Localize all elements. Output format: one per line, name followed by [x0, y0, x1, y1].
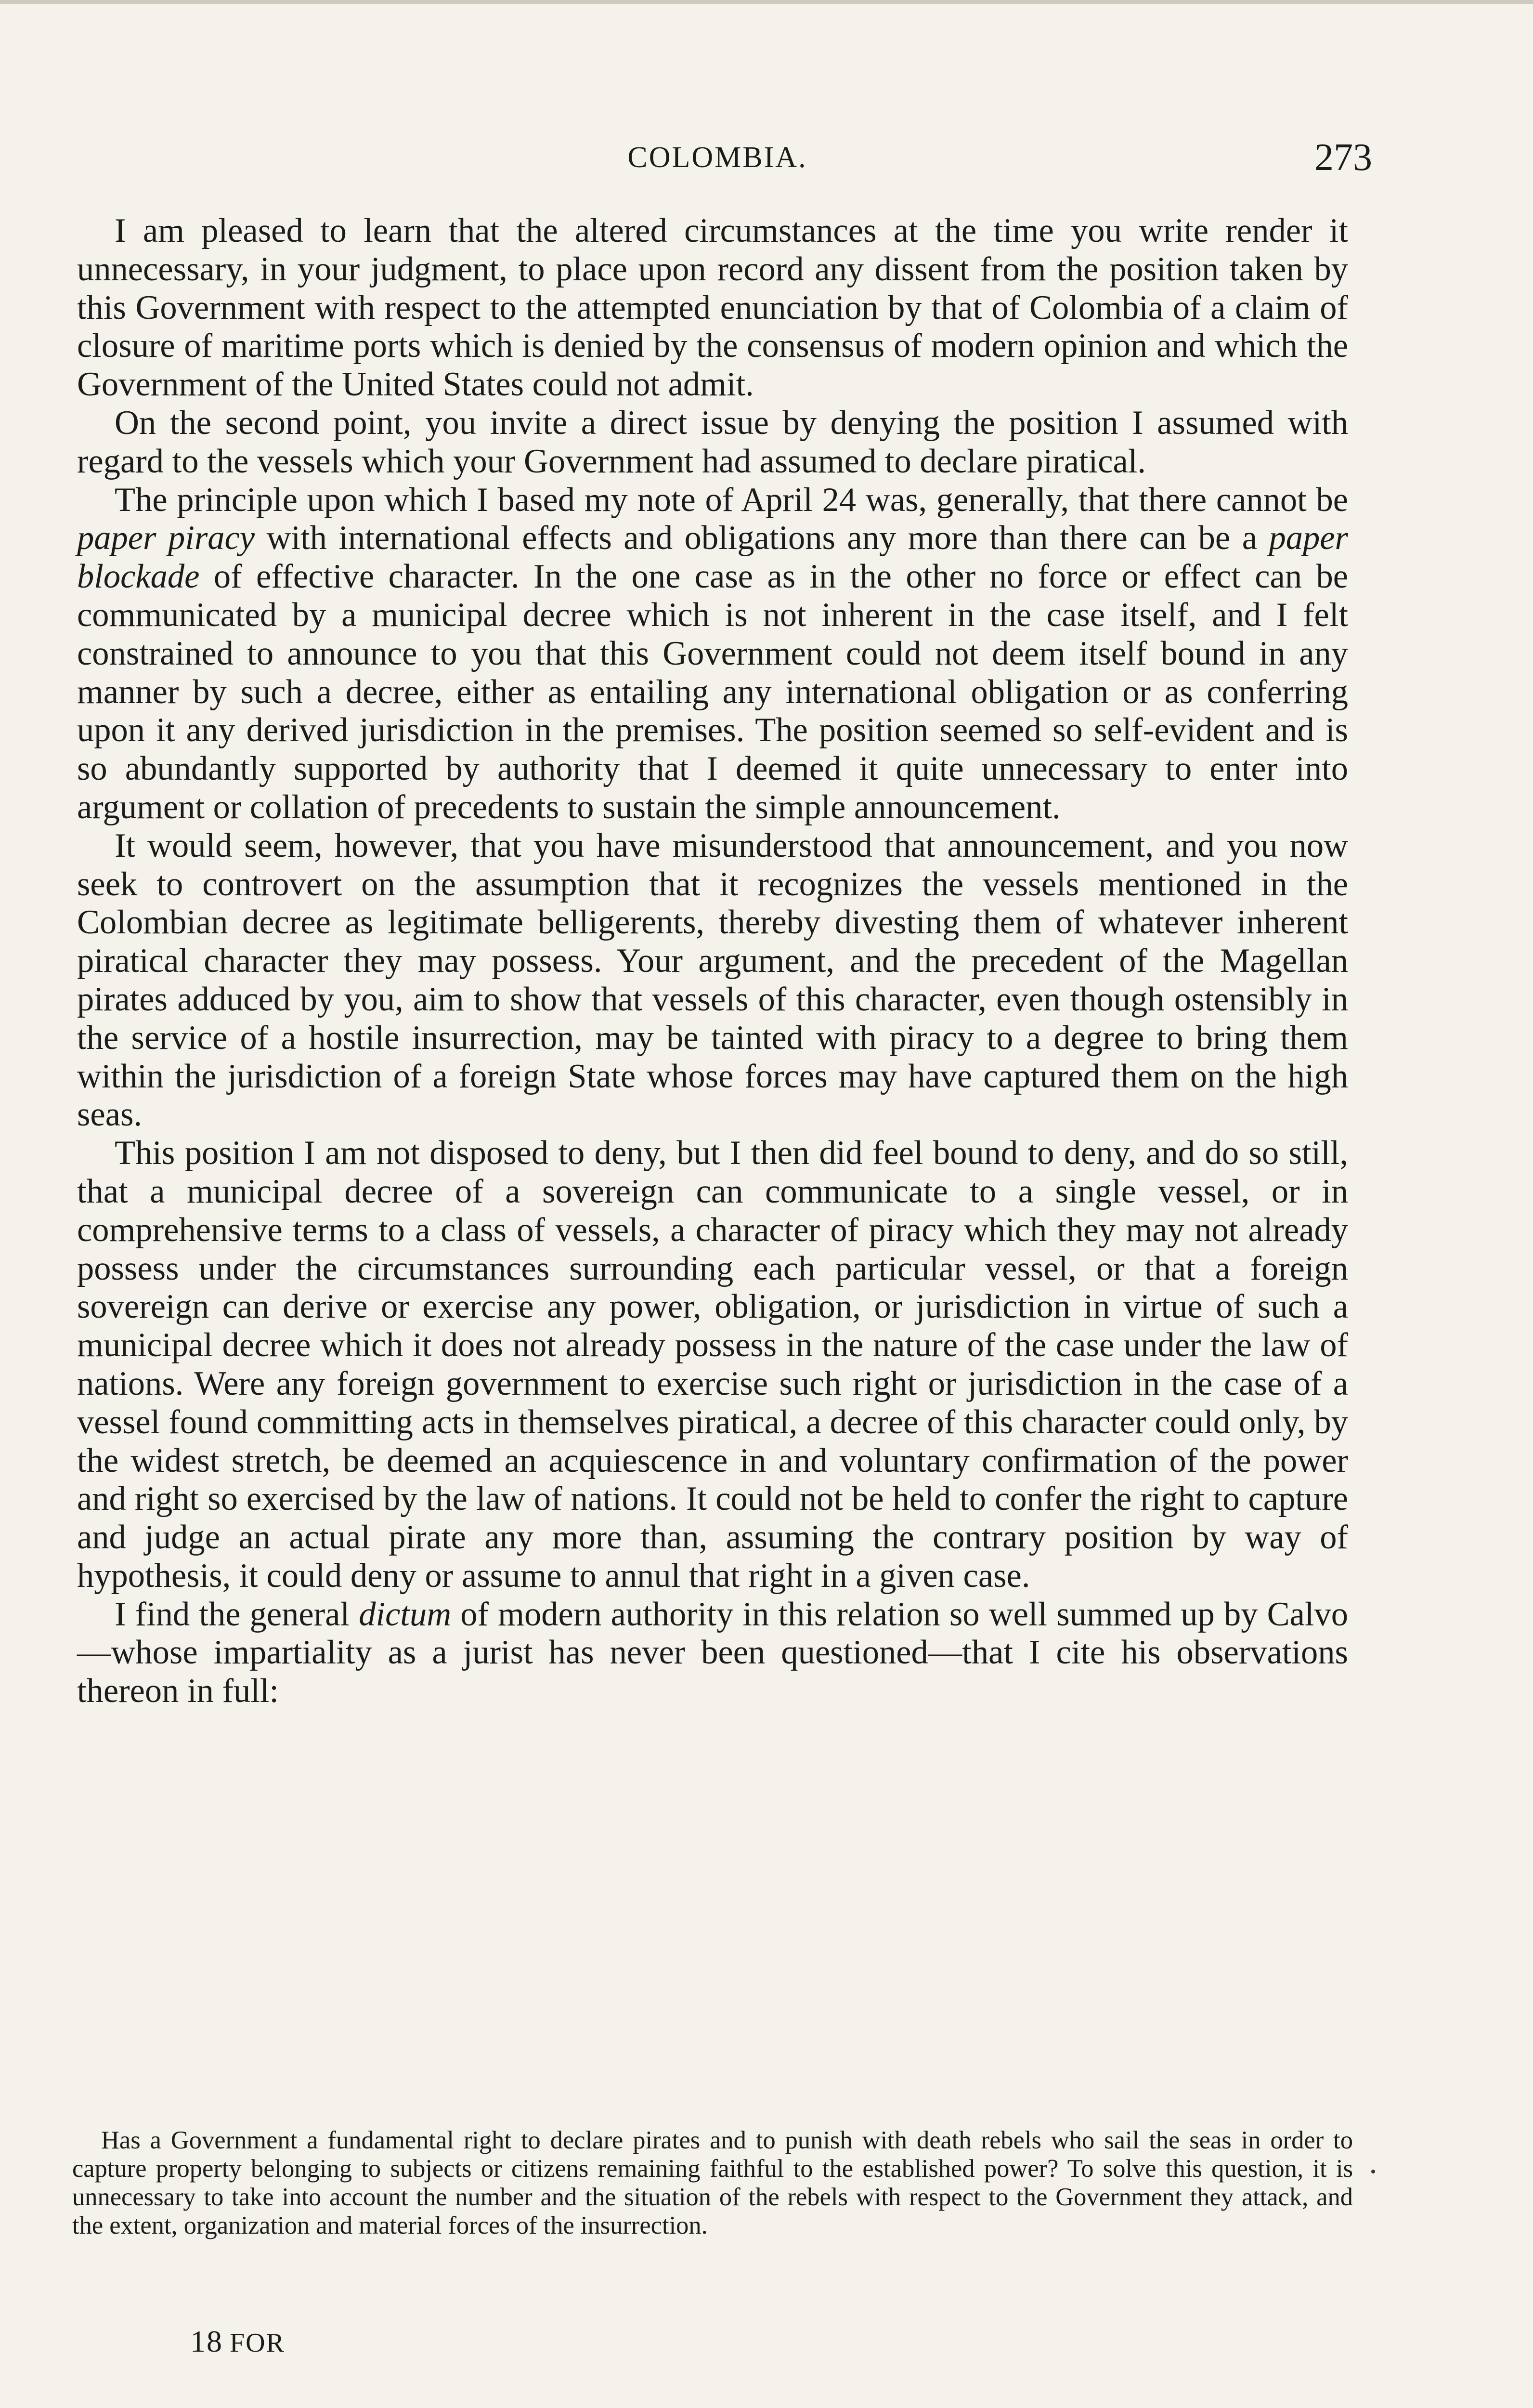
- paragraph-2: On the second point, you invite a direct issue by denying the position I assumed with regard to the vessels which your Government had assumed to declare piratical.: [77, 404, 1348, 480]
- extract-paragraph: Has a Government a fundamental right to declare pirates and to punish with death rebels who sail the seas in order to capture property belonging to subjects or citizens remaining faithful to the established power? To solve this question, it is unnecessary to take into account the number and the situation of the rebels with respect to the Government they attack, and the extent, organization and material forces of the insurrection.: [72, 2126, 1353, 2239]
- paragraph-6-part-a: I find the general: [115, 1595, 359, 1633]
- running-head-title: COLOMBIA.: [627, 141, 807, 174]
- dictum-emphasis: dictum: [359, 1595, 452, 1633]
- paragraph-6: [77, 1596, 1348, 1711]
- paper-blockade-emphasis: paper blockade: [77, 519, 1348, 596]
- page-number: 273: [1314, 136, 1372, 179]
- top-edge-rule: [0, 0, 1533, 4]
- paragraph-3-part-a: The principle upon which I based my note of April 24 was, generally, that there cannot be: [115, 481, 1348, 519]
- paragraph-3-part-c: of effective character. In the one case as in the other no force or effect can be communicated by a municipal decree which is not inherent in the case itself, and I felt constrained to announce to you that this Government could not deem itself bound in any manner by such a decree, either as entailing any international obligation or as conferring upon it any derived jurisdiction in the premises. The position seemed so self-evident and is so abundantly supported by authority that I deemed it quite unnecessary to enter into argument or collation of precedents to sustain the simple announcement.: [77, 558, 1348, 826]
- paragraph-3-part-b: with international effects and obligations any more than there can be a: [255, 519, 1269, 557]
- signature-text: FOR: [230, 2328, 285, 2358]
- quoted-extract: [72, 2126, 1353, 2240]
- paragraph-3: [77, 481, 1348, 827]
- signature-mark: [190, 2324, 285, 2359]
- paragraph-5: This position I am not disposed to deny, but I then did feel bound to deny, and do so still, that a municipal decree of a sovereign can communicate to a single vessel, or in comprehensive terms to a class of vessels, a character of piracy which they may not already possess under the circumstances surrounding each particular vessel, or that a foreign sovereign can derive or exercise any power, obligation, or jurisdiction in virtue of such a municipal decree which it does not already possess in the nature of the case under the law of nations. Were any foreign government to exercise such right or jurisdiction in the case of a vessel found committing acts in themselves piratical, a decree of this character could only, by the widest stretch, be deemed an acquiescence in and voluntary confirmation of the power and right so exercised by the law of nations. It could not be held to confer the right to capture and judge an actual pirate any more than, assuming the contrary position by way of hypothesis, it could deny or assume to annul that right in a given case.: [77, 1134, 1348, 1595]
- paragraph-6-part-b: of modern authority in this relation so well summed up by Calvo—whose impartiality as a jurist has never been questioned—that I cite his observations thereon in full:: [77, 1595, 1348, 1710]
- paragraph-4: It would seem, however, that you have misunderstood that announcement, and you now seek to controvert on the assumption that it recognizes the vessels mentioned in the Colombian decree as legitimate belligerents, thereby divesting them of whatever inherent piratical character they may possess. Your argument, and the precedent of the Magellan pirates adduced by you, aim to show that vessels of this character, even though ostensibly in the service of a hostile insurrection, may be tainted with piracy to a degree to bring them within the jurisdiction of a foreign State whose forces may have captured them on the high seas.: [77, 826, 1348, 1134]
- body-text: [77, 212, 1348, 1711]
- signature-number: 18: [190, 2324, 223, 2358]
- paper-piracy-emphasis: paper piracy: [77, 519, 255, 557]
- paragraph-1: I am pleased to learn that the altered circumstances at the time you write render it unnecessary, in your judgment, to place upon record any dissent from the position taken by this Government with respect to the attempted enunciation by that of Colombia of a claim of closure of maritime ports which is denied by the consensus of modern opinion and which the Government of the United States could not admit.: [77, 212, 1348, 404]
- running-head: [77, 136, 1372, 179]
- ink-speck: [1371, 2170, 1375, 2173]
